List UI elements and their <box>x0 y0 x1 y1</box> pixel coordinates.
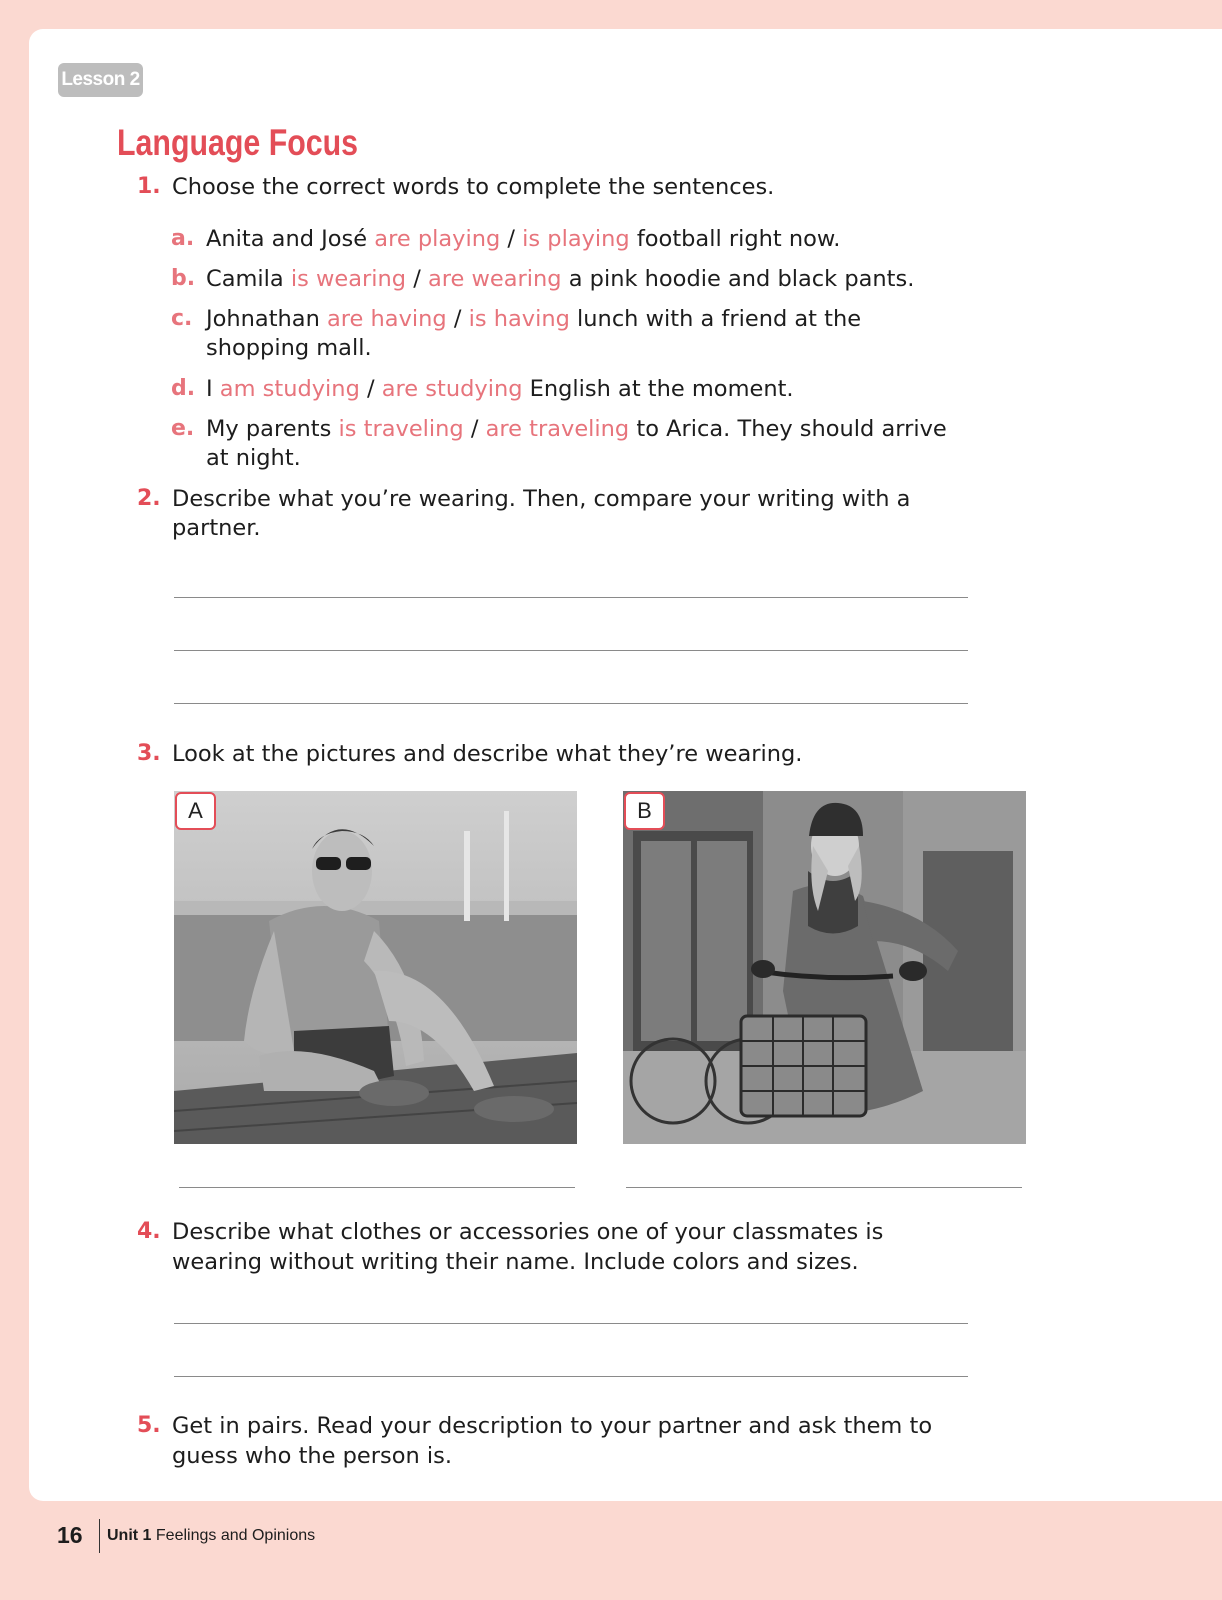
exercise-5-instruction-line2: guess who the person is. <box>172 1443 453 1469</box>
answer-line-photo-b[interactable] <box>626 1187 1022 1188</box>
photo-b <box>623 791 1026 1144</box>
sentence-e-pre: My parents <box>206 416 339 442</box>
sentence-a-option-2[interactable]: is playing <box>522 226 630 252</box>
footer-divider <box>99 1519 100 1553</box>
exercise-3-instruction: Look at the pictures and describe what they’re wearing. <box>172 741 803 767</box>
sentence-b-option-1[interactable]: is wearing <box>290 266 407 292</box>
exercise-4-number: 4. <box>137 1219 161 1244</box>
section-title: Language Focus <box>117 122 359 163</box>
exercise-4-instruction-line2: wearing without writing their name. Include colors and sizes. <box>172 1249 859 1275</box>
sentence-d-pre: I <box>206 376 220 402</box>
sentence-c <box>206 304 861 334</box>
sentence-e-separator: / <box>463 416 486 442</box>
lesson-tab: Lesson 2 <box>58 63 143 97</box>
exercise-1-instruction: Choose the correct words to complete the sentences. <box>172 174 775 200</box>
sentence-b-option-2[interactable]: are wearing <box>427 266 562 292</box>
answer-line-2-3[interactable] <box>174 703 968 704</box>
answer-line-4-1[interactable] <box>174 1323 968 1324</box>
sentence-d-separator: / <box>359 376 382 402</box>
footer-unit-label: Unit 1 <box>107 1527 152 1544</box>
exercise-4-instruction: Describe what clothes or accessories one of your classmates is <box>172 1219 884 1245</box>
sentence-a-separator: / <box>500 226 523 252</box>
sentence-d <box>206 374 794 404</box>
sentence-b-post: a pink hoodie and black pants. <box>561 266 915 292</box>
sentence-b-letter: b. <box>171 266 196 291</box>
photo-a-man-sitting <box>174 791 577 1144</box>
exercise-3-number: 3. <box>137 741 161 766</box>
page-number: 16 <box>57 1522 83 1548</box>
photo-a <box>174 791 577 1144</box>
photo-b-woman-bicycle <box>623 791 1026 1144</box>
sentence-c-letter: c. <box>171 306 193 331</box>
photo-a-label: A <box>175 792 216 830</box>
exercise-2-number: 2. <box>137 486 161 511</box>
sentence-b <box>206 264 914 294</box>
sentence-c-pre: Johnathan <box>206 306 327 332</box>
sentence-b-pre: Camila <box>206 266 291 292</box>
exercise-5-instruction: Get in pairs. Read your description to your partner and ask them to <box>172 1413 933 1439</box>
exercise-5-number: 5. <box>137 1413 161 1438</box>
sentence-c-line2: shopping mall. <box>206 335 372 361</box>
footer-unit <box>107 1527 315 1545</box>
photo-b-label: B <box>624 792 665 830</box>
sentence-a <box>206 224 840 254</box>
sentence-d-option-1[interactable]: am studying <box>219 376 360 402</box>
exercise-2-instruction: Describe what you’re wearing. Then, compare your writing with a <box>172 486 911 512</box>
sentence-c-post: lunch with a friend at the <box>569 306 862 332</box>
exercise-2-instruction-line2: partner. <box>172 515 261 541</box>
sentence-d-option-2[interactable]: are studying <box>381 376 523 402</box>
sentence-d-post: English at the moment. <box>522 376 794 402</box>
footer-unit-title: Feelings and Opinions <box>155 1527 316 1544</box>
answer-line-2-1[interactable] <box>174 597 968 598</box>
sentence-a-letter: a. <box>171 226 195 251</box>
sentence-e-post: to Arica. They should arrive <box>629 416 947 442</box>
sentence-a-option-1[interactable]: are playing <box>374 226 501 252</box>
sentence-e-line2: at night. <box>206 445 301 471</box>
sentence-a-pre: Anita and José <box>206 226 375 252</box>
sentence-e <box>206 414 947 444</box>
sentence-b-separator: / <box>406 266 428 292</box>
exercise-1-number: 1. <box>137 174 161 199</box>
answer-line-4-2[interactable] <box>174 1376 968 1377</box>
sentence-c-option-2[interactable]: is having <box>468 306 570 332</box>
sentence-e-letter: e. <box>171 416 195 441</box>
answer-line-photo-a[interactable] <box>179 1187 575 1188</box>
sentence-e-option-2[interactable]: are traveling <box>485 416 630 442</box>
answer-line-2-2[interactable] <box>174 650 968 651</box>
sentence-c-option-1[interactable]: are having <box>327 306 447 332</box>
sentence-c-separator: / <box>446 306 469 332</box>
sentence-a-post: football right now. <box>629 226 841 252</box>
sentence-e-option-1[interactable]: is traveling <box>338 416 464 442</box>
sentence-d-letter: d. <box>171 376 196 401</box>
